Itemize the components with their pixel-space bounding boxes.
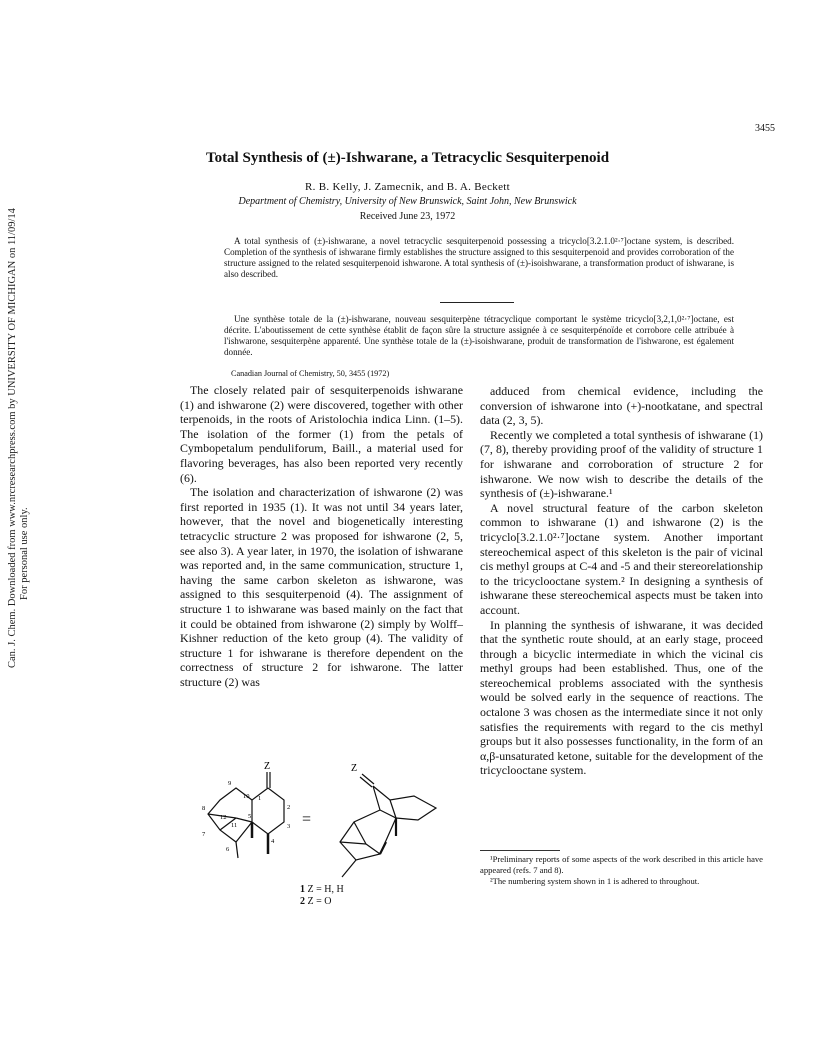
authors: R. B. Kelly, J. Zamecnik, and B. A. Beckett xyxy=(305,181,510,193)
right-paragraph-2: Recently we completed a total synthesis of ishwarane (1) (7, 8), thereby providing proof of the validity of structure 1 for ishwarane and corroboration of structure 2 for ishwarone. We now wish to describe the details of the synthesis of (±)-ishwarane.¹ xyxy=(480,427,763,501)
caption-compound-1 xyxy=(300,884,344,896)
footnote-rule xyxy=(480,850,560,851)
left-struct-label-1: 1 xyxy=(258,795,262,802)
left-struct-label-9: 9 xyxy=(228,780,232,787)
abstract-french-text: Une synthèse totale de la (±)-ishwarane, nouveau sesquiterpène tétracyclique comportant le système tricyclo[3,2,1,0²·⁷]octane, est décrite. L'aboutissement de cette synthèse établit de façon sûre la structure assignée à ce sesquiterpénoïde et corrobore celle attribuée à l'ishwarone, sesquiterpène apparenté. Une synthèse totale de la (±)-isoishwarane, produit de transformation de l'ishwarone, est également donnée. xyxy=(224,314,734,357)
footnote-2: ²The numbering system shown in 1 is adhered to throughout. xyxy=(490,876,700,886)
equals-sign: = xyxy=(302,811,312,828)
caption-1-number: 1 xyxy=(300,884,305,895)
paper-title: Total Synthesis of (±)-Ishwarane, a Tetracyclic Sesquiterpenoid xyxy=(205,150,610,166)
left-paragraph-2: The isolation and characterization of ishwarone (2) was first reported in 1935 (1). It was not until 34 years later, however, that the novel and biogenetically interesting tetracyclic structure 2 was proposed for ishwarone (2, 5, see also 3). A year later, in 1970, the isolation of ishwarane was reported and, in the same communication, structure 1, having the same carbon skeleton as ishwarone, was assigned to this sesquiterpenoid (4). The assignment of structure 1 to ishwarane was based mainly on the fact that it could be obtained from ishwarone (2) simply by Wolff–Kishner reduction of the keto group (4). The validity of structure 1 for ishwarane is therefore dependent on the correctness of structure 2 for ishwarone. The latter structure (2) was xyxy=(180,485,463,689)
left-struct-label-12: 12 xyxy=(220,814,227,821)
left-struct-label-2: 2 xyxy=(287,804,291,811)
caption-2-text: Z = O xyxy=(307,895,332,907)
right-column xyxy=(480,384,763,778)
right-struct-label-z: Z xyxy=(351,763,358,774)
structure-caption xyxy=(300,884,344,907)
left-struct-label-6: 6 xyxy=(226,846,230,853)
page-number: 3455 xyxy=(755,123,775,134)
watermark-line-1: Can. J. Chem. Downloaded from www.nrcresearchpress.com by UNIVERSITY OF MICHIGAN on 11/09/14 xyxy=(7,208,18,668)
received-date: Received June 23, 1972 xyxy=(359,211,456,222)
left-struct-label-5: 5 xyxy=(248,813,252,820)
journal-citation: Canadian Journal of Chemistry, 50, 3455 (1972) xyxy=(231,369,390,378)
abstract-english-text: A total synthesis of (±)-ishwarane, a novel tetracyclic sesquiterpenoid possessing a tricyclo[3.2.1.0²·⁷]octane system, is described. Completion of the synthesis of ishwarane firmly establishes the structure assigned to this sesquiterpenoid and provides corroboration of the structure assigned to the related sesquiterpenoid ishwarone. A total synthesis of (±)-isoishwarane, a transformation product of ishwarane, is also described. xyxy=(224,236,734,279)
left-struct-label-8: 8 xyxy=(202,805,206,812)
right-paragraph-3: A novel structural feature of the carbon skeleton common to ishwarane (1) and ishwarone (2) is the tricyclo[3.2.1.0²·⁷]octane system. Another important stereochemical aspect of this skeleton is the pair of vicinal cis methyl groups at C-4 and -5 and their stereorelationship to the tricyclooctane system.² In designing a synthesis of ishwarane these stereochemical aspects must be taken into account. xyxy=(480,500,763,617)
right-paragraph-4: In planning the synthesis of ishwarane, it was decided that the synthetic route should, at an early stage, proceed through a bicyclic intermediate in which the vicinal cis methyl groups had been established. Thus, one of the stereochemical problems associated with the synthesis would be solved early in the sequence of reactions. The octalone 3 was chosen as the intermediate since it not only satisfies the requirements with regard to the cis methyl groups but it also possesses functionality, in the form of an α,β-unsaturated ketone, suitable for the development of the tricyclooctane system. xyxy=(480,617,763,778)
abstract-separator xyxy=(440,302,514,303)
abstract-english xyxy=(224,236,734,280)
footnote-1: ¹Preliminary reports of some aspects of the work described in this article have appeared (refs. 7 and 8). xyxy=(480,854,763,875)
affiliation: Department of Chemistry, University of New Brunswick, Saint John, New Brunswick xyxy=(238,196,577,207)
caption-2-number: 2 xyxy=(300,895,305,907)
caption-compound-2 xyxy=(300,896,344,908)
watermark-line-2: For personal use only. xyxy=(19,507,30,600)
footnotes xyxy=(480,854,763,887)
left-struct-label-4: 4 xyxy=(271,838,275,845)
abstract-french xyxy=(224,314,734,358)
right-paragraph-1: adduced from chemical evidence, including the conversion of ishwarone into (+)-nootkatane, and spectral data (2, 3, 5). xyxy=(480,384,763,428)
left-struct-label-11: 11 xyxy=(231,822,238,829)
download-watermark xyxy=(1,200,41,670)
caption-1-text: Z = H, H xyxy=(307,884,344,895)
left-paragraph-1: The closely related pair of sesquiterpenoids ishwarane (1) and ishwarone (2) were discovered, together with other terpenoids, in the roots of Aristolochia indica Linn. (1–5). The isolation of the former (1) from the petals of Cymbopetalum penduliforum, Baill., a material used for flavoring beverages, has also been reported very recently (6). xyxy=(180,383,463,485)
left-struct-label-3: 3 xyxy=(287,823,291,830)
left-struct-label-10: 10 xyxy=(243,793,250,800)
left-struct-label-z: Z xyxy=(264,762,271,772)
left-column xyxy=(180,383,463,689)
left-struct-label-7: 7 xyxy=(202,831,206,838)
